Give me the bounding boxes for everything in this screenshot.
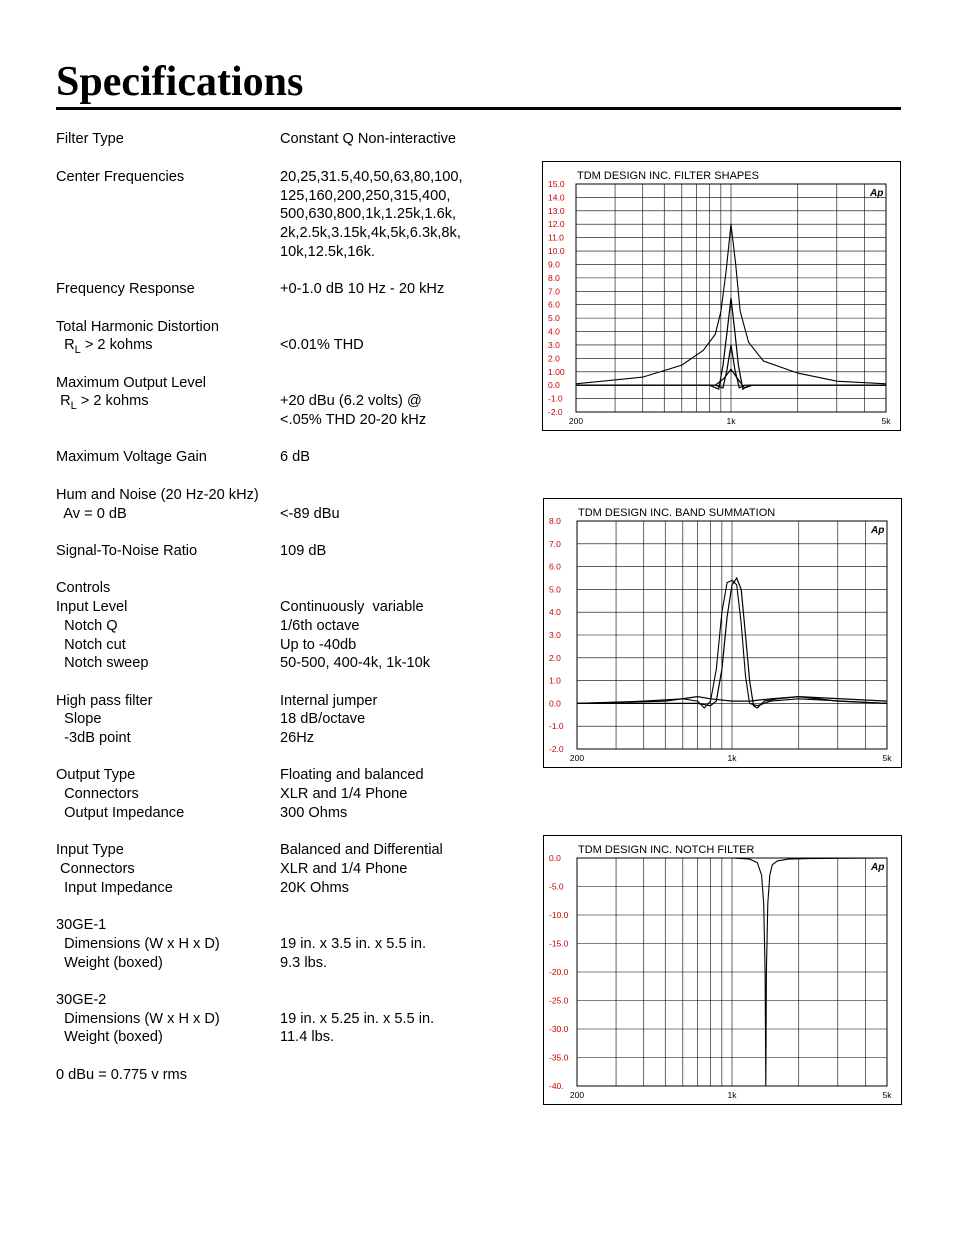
y-tick-label: -2.0 xyxy=(549,744,564,754)
y-tick-label: 8.0 xyxy=(548,272,560,283)
spec-label: Weight (boxed) xyxy=(56,1029,163,1045)
spec-label: 30GE-1 xyxy=(56,917,107,933)
y-tick-label: 2.0 xyxy=(548,353,560,364)
spec-value: 9.3 lbs. xyxy=(280,955,328,971)
spec-label: Output Impedance xyxy=(56,805,185,821)
spec-value: 500,630,800,1k,1.25k,1.6k, xyxy=(280,206,457,222)
spec-value: 2k,2.5k,3.15k,4k,5k,6.3k,8k, xyxy=(280,225,461,241)
y-tick-label: -1.0 xyxy=(548,393,563,404)
spec-value: 26Hz xyxy=(280,730,315,746)
spec-value: <0.01% THD xyxy=(280,337,364,353)
x-tick-label: 1k xyxy=(726,416,736,426)
y-tick-label: 6.0 xyxy=(548,299,560,310)
y-tick-label: -40. xyxy=(549,1081,564,1091)
y-tick-label: 7.0 xyxy=(549,538,561,549)
chart-title: TDM DESIGN INC. FILTER SHAPES xyxy=(577,170,759,182)
spec-value: 125,160,200,250,315,400, xyxy=(280,188,451,204)
spec-label: Center Frequencies xyxy=(56,169,185,185)
y-tick-label: -2.0 xyxy=(548,407,563,417)
y-tick-label: -10.0 xyxy=(549,910,569,920)
spec-value: 300 Ohms xyxy=(280,805,348,821)
y-tick-label: 5.0 xyxy=(548,313,560,324)
rl-r: R xyxy=(60,393,71,409)
rl-indent xyxy=(56,337,64,353)
y-tick-label: -30.0 xyxy=(549,1024,569,1034)
spec-value: 109 dB xyxy=(280,543,327,559)
spec-value: 50-500, 400-4k, 1k-10k xyxy=(280,655,431,671)
spec-label: Connectors xyxy=(56,786,139,802)
spec-label: Notch cut xyxy=(56,637,126,653)
x-tick-label: 200 xyxy=(569,753,585,763)
y-tick-label: 6.0 xyxy=(549,561,561,572)
y-tick-label: 12.0 xyxy=(548,219,565,230)
spec-value: Internal jumper xyxy=(280,693,378,709)
spec-label: Total Harmonic Distortion xyxy=(56,319,220,335)
spec-value: <-89 dBu xyxy=(280,506,340,522)
x-tick-label: 5k xyxy=(881,416,891,426)
spec-label: Filter Type xyxy=(56,131,124,147)
spec-value: 18 dB/octave xyxy=(280,711,366,727)
spec-value: XLR and 1/4 Phone xyxy=(280,861,408,877)
spec-label: Hum and Noise (20 Hz-20 kHz) xyxy=(56,487,259,503)
rl-r: R xyxy=(64,337,75,353)
spec-label: Signal-To-Noise Ratio xyxy=(56,543,198,559)
y-tick-label: 0.0 xyxy=(549,853,561,863)
y-tick-label: -5.0 xyxy=(549,881,564,892)
spec-label: 0 dBu = 0.775 v rms xyxy=(56,1067,188,1083)
rl-sub: L xyxy=(70,400,77,412)
x-tick-label: 5k xyxy=(882,753,892,763)
spec-label: Notch Q xyxy=(56,618,118,634)
spec-label: Controls xyxy=(56,580,111,596)
notch-filter-chart xyxy=(543,835,902,1105)
spec-value: 6 dB xyxy=(280,449,311,465)
spec-value: 1/6th octave xyxy=(280,618,360,634)
spec-label: Dimensions (W x H x D) xyxy=(56,936,220,952)
y-tick-label: 0.0 xyxy=(549,698,561,709)
spec-label: Input Impedance xyxy=(56,880,173,896)
y-tick-label: -20.0 xyxy=(549,967,569,977)
y-tick-label: -15.0 xyxy=(549,938,569,949)
spec-value: Floating and balanced xyxy=(280,767,424,783)
rl-sub: L xyxy=(74,344,81,356)
spec-value: Balanced and Differential xyxy=(280,842,443,858)
spec-value: 19 in. x 3.5 in. x 5.5 in. xyxy=(280,936,427,952)
spec-value: +0-1.0 dB 10 Hz - 20 kHz xyxy=(280,281,445,297)
x-tick-label: 200 xyxy=(568,416,584,426)
spec-value: XLR and 1/4 Phone xyxy=(280,786,408,802)
band-summation-chart xyxy=(543,498,902,768)
y-tick-label: 2.0 xyxy=(549,652,561,663)
y-tick-label: 3.0 xyxy=(549,630,561,640)
spec-label: Av = 0 dB xyxy=(56,506,127,522)
spec-label-rl xyxy=(56,392,149,412)
y-tick-label: -35.0 xyxy=(549,1052,569,1063)
spec-label: Slope xyxy=(56,711,102,727)
chart-svg xyxy=(544,836,901,1104)
spec-label: Connectors xyxy=(56,861,135,877)
spec-label: -3dB point xyxy=(56,730,131,746)
spec-value: 20K Ohms xyxy=(280,880,349,896)
spec-value: 11.4 lbs. xyxy=(280,1029,335,1045)
chart-svg xyxy=(543,162,900,430)
spec-label: 30GE-2 xyxy=(56,992,107,1008)
spec-label: Maximum Output Level xyxy=(56,375,207,391)
spec-label: High pass filter xyxy=(56,693,153,709)
y-tick-label: -1.0 xyxy=(549,721,564,732)
y-tick-label: 4.0 xyxy=(548,326,560,337)
spec-label: Dimensions (W x H x D) xyxy=(56,1011,220,1027)
spec-label: Notch sweep xyxy=(56,655,149,671)
spec-label: Output Type xyxy=(56,767,136,783)
spec-value: 20,25,31.5,40,50,63,80,100, xyxy=(280,169,463,185)
ap-logo: Ap xyxy=(871,862,885,873)
y-tick-label: 5.0 xyxy=(549,584,561,595)
chart-title: TDM DESIGN INC. BAND SUMMATION xyxy=(578,507,776,519)
filter-shapes-chart xyxy=(542,161,901,431)
y-tick-label: 8.0 xyxy=(549,516,561,526)
y-tick-label: 1.0 xyxy=(549,675,561,686)
y-tick-label: 14.0 xyxy=(548,192,565,203)
spec-label: Input Type xyxy=(56,842,124,858)
y-tick-label: 10.0 xyxy=(548,246,565,257)
y-tick-label: 15.0 xyxy=(548,179,565,189)
x-tick-label: 1k xyxy=(727,1090,737,1100)
spec-label: Weight (boxed) xyxy=(56,955,163,971)
spec-value: Continuously variable xyxy=(280,599,424,615)
chart-svg xyxy=(544,499,901,767)
y-tick-label: 13.0 xyxy=(548,205,565,216)
y-tick-label: 0.0 xyxy=(548,380,560,391)
spec-value: Constant Q Non-interactive xyxy=(280,131,457,147)
y-tick-label: 11.0 xyxy=(548,232,564,243)
spec-label: Frequency Response xyxy=(56,281,195,297)
spec-value: 10k,12.5k,16k. xyxy=(280,244,375,260)
ap-logo: Ap xyxy=(870,188,884,199)
spec-label: Maximum Voltage Gain xyxy=(56,449,207,465)
title-rule xyxy=(56,107,901,110)
rl-rest: > 2 kohms xyxy=(76,393,149,409)
spec-value: +20 dBu (6.2 volts) @ xyxy=(280,393,422,409)
spec-label-rl xyxy=(56,336,153,356)
spec-value: 19 in. x 5.25 in. x 5.5 in. xyxy=(280,1011,435,1027)
y-tick-label: -25.0 xyxy=(549,995,569,1006)
spec-value: <.05% THD 20-20 kHz xyxy=(280,412,427,428)
y-tick-label: 4.0 xyxy=(549,607,561,618)
ap-logo: Ap xyxy=(871,525,885,536)
page-title: Specifications xyxy=(56,59,304,105)
x-tick-label: 1k xyxy=(727,753,737,763)
spec-label: Input Level xyxy=(56,599,128,615)
chart-title: TDM DESIGN INC. NOTCH FILTER xyxy=(578,844,755,856)
y-tick-label: 3.0 xyxy=(548,339,560,350)
y-tick-label: 9.0 xyxy=(548,259,560,270)
x-tick-label: 200 xyxy=(569,1090,585,1100)
x-tick-label: 5k xyxy=(882,1090,892,1100)
y-tick-label: 7.0 xyxy=(548,286,560,297)
y-tick-label: 1.00 xyxy=(548,366,565,377)
spec-value: Up to -40db xyxy=(280,637,357,653)
rl-rest: > 2 kohms xyxy=(80,337,153,353)
